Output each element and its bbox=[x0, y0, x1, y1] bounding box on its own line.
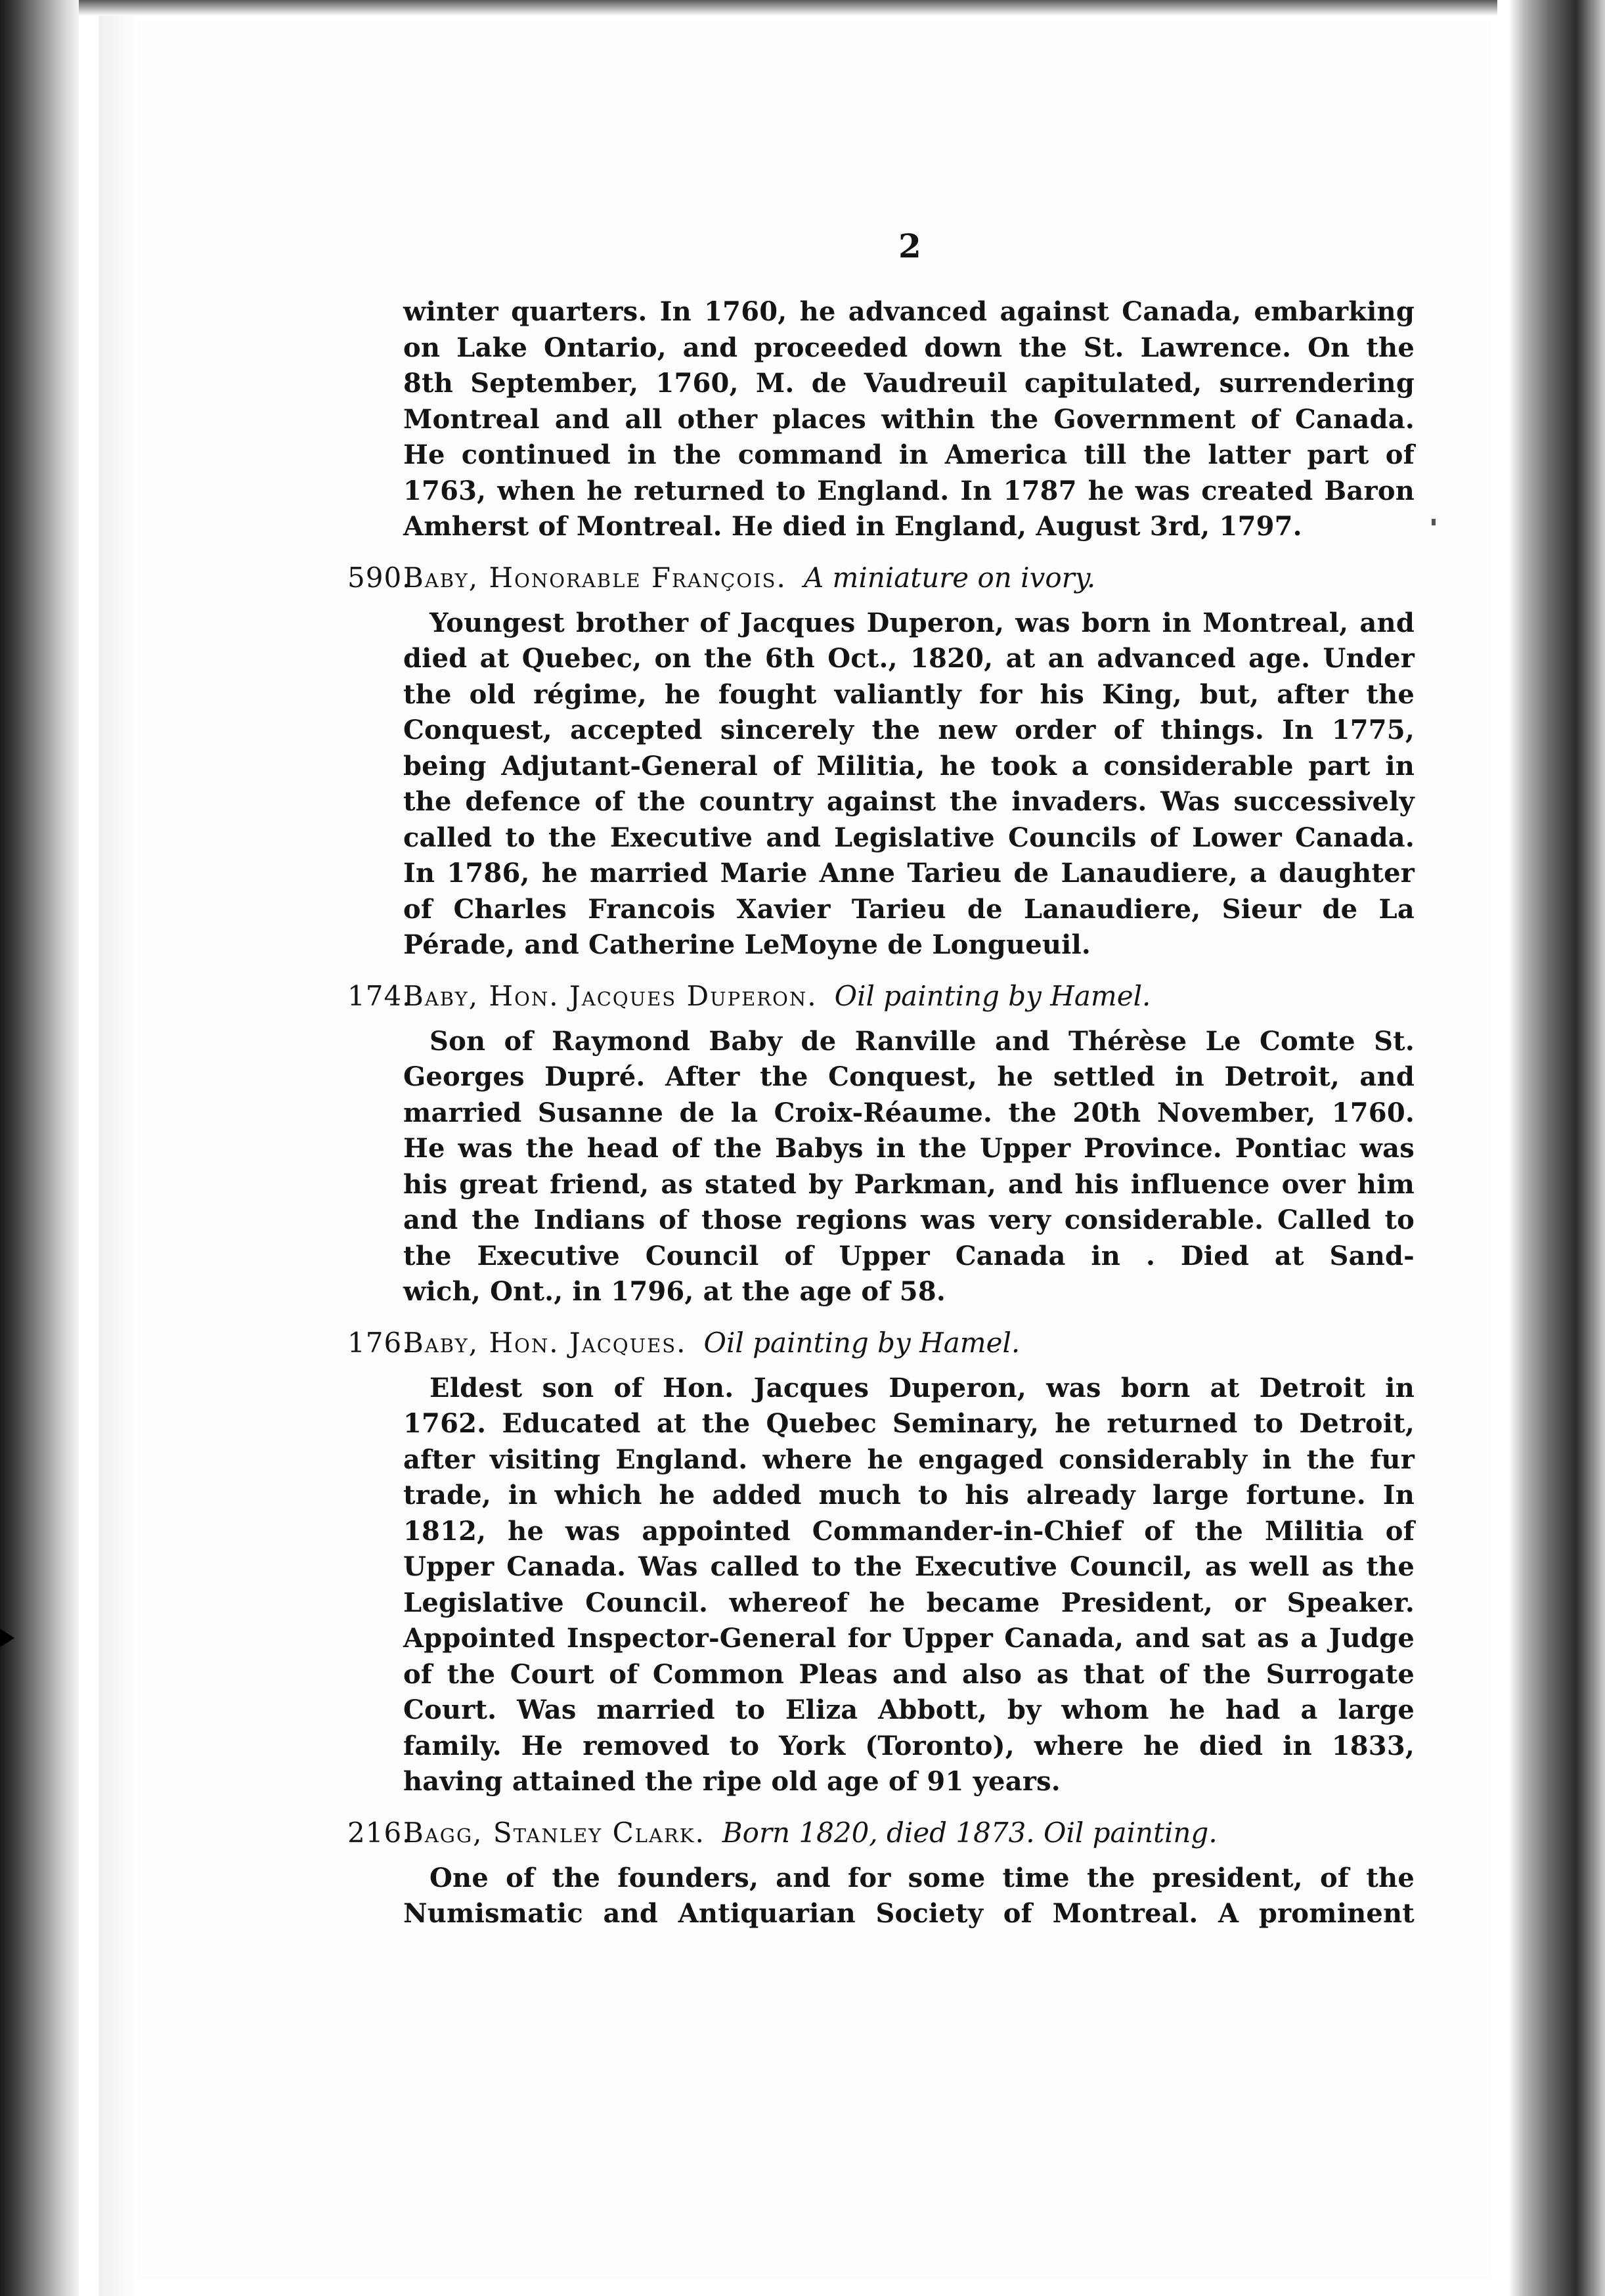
intro-paragraph bbox=[403, 294, 1415, 545]
text-line: of Charles Francois Xavier Tarieu de Lanaudiere, Sieur de La bbox=[403, 893, 1415, 925]
scan-top-edge bbox=[79, 0, 1497, 16]
text-line: Pérade, and Catherine LeMoyne de Longueuil. bbox=[403, 929, 1091, 960]
catalogue-entry bbox=[347, 558, 1415, 963]
text-line: married Susanne de la Croix-Réaume. the 20th November, 1760. bbox=[403, 1097, 1415, 1128]
text-line: Conquest, accepted sincerely the new order of things. In 1775, bbox=[403, 715, 1415, 745]
text-line: being Adjutant-General of Militia, he took a considerable part in bbox=[403, 750, 1415, 782]
text-line: having attained the ripe old age of 91 years. bbox=[403, 1766, 1061, 1797]
entry-number: 216. bbox=[347, 1816, 412, 1849]
text-line: One of the founders, and for some time the president, of the bbox=[429, 1862, 1415, 1893]
text-line: of the Court of Common Pleas and also as that of the Surrogate bbox=[403, 1658, 1415, 1690]
entry-heading bbox=[347, 1813, 1415, 1853]
entry-number: 590. bbox=[347, 561, 412, 594]
text-line: 8th September, 1760, M. de Vaudreuil capitulated, surrendering bbox=[403, 368, 1415, 399]
text-line: trade, in which he added much to his already large fortune. In bbox=[403, 1480, 1415, 1511]
entry-number: 174. bbox=[347, 979, 412, 1012]
entry-body bbox=[403, 1371, 1415, 1800]
text-line: family. He removed to York (Toronto), where he died in 1833, bbox=[403, 1730, 1415, 1761]
text-line: Georges Dupré. After the Conquest, he settled in Detroit, and bbox=[403, 1061, 1415, 1092]
text-line: the Executive Council of Upper Canada in . Died at Sand- bbox=[403, 1240, 1415, 1271]
entry-description: Oil painting by Hamel. bbox=[703, 1326, 1021, 1359]
text-line: and the Indians of those regions was very considerable. Called to bbox=[403, 1204, 1415, 1235]
text-line: Legislative Council. whereof he became President, or Speaker. bbox=[403, 1587, 1415, 1618]
entry-description: Born 1820, died 1873. Oil painting. bbox=[722, 1816, 1218, 1849]
text-line: Eldest son of Hon. Jacques Duperon, was born at Detroit in bbox=[429, 1372, 1415, 1403]
text-line: winter quarters. In 1760, he advanced against Canada, embarking bbox=[403, 296, 1415, 327]
text-line: 1763, when he returned to England. In 1787 he was created Baron bbox=[403, 475, 1415, 506]
text-line: He was the head of the Babys in the Upper Province. Pontiac was bbox=[403, 1133, 1415, 1164]
text-line: on Lake Ontario, and proceeded down the St. Lawrence. On the bbox=[403, 332, 1415, 363]
entry-heading bbox=[347, 977, 1415, 1016]
entry-body bbox=[403, 1024, 1415, 1310]
entry-body bbox=[403, 606, 1415, 963]
text-line: In 1786, he married Marie Anne Tarieu de Lanaudiere, a daughter bbox=[403, 858, 1415, 889]
margin-pointer-icon bbox=[0, 1629, 14, 1647]
text-line: after visiting England. where he engaged considerably in the fur bbox=[403, 1444, 1415, 1475]
text-line: Court. Was married to Eliza Abbott, by whom he had a large bbox=[403, 1694, 1415, 1725]
text-line: died at Quebec, on the 6th Oct., 1820, at an advanced age. Under bbox=[403, 643, 1415, 674]
text-line: Son of Raymond Baby de Ranville and Thérèse Le Comte St. bbox=[429, 1025, 1415, 1057]
page-number: 2 bbox=[898, 227, 921, 265]
catalogue-entry bbox=[347, 1323, 1415, 1800]
scan-right-edge bbox=[1510, 0, 1605, 2296]
entry-body bbox=[403, 1861, 1415, 1932]
text-line: He continued in the command in America till the latter part of bbox=[403, 439, 1415, 470]
text-line: 1812, he was appointed Commander-in-Chief of the Militia of bbox=[403, 1515, 1415, 1547]
text-line: Youngest brother of Jacques Duperon, was born in Montreal, and bbox=[429, 607, 1415, 638]
catalogue-entry bbox=[347, 977, 1415, 1310]
stray-mark bbox=[1432, 519, 1436, 525]
page-content bbox=[347, 294, 1415, 1932]
text-line: wich, Ont., in 1796, at the age of 58. bbox=[403, 1276, 946, 1307]
entry-name: Baby, Hon. Jacques Duperon. bbox=[403, 979, 818, 1012]
text-line: Upper Canada. Was called to the Executive Council, as well as the bbox=[403, 1551, 1415, 1582]
entry-name: Bagg, Stanley Clark. bbox=[403, 1816, 705, 1849]
text-line: Montreal and all other places within the Government of Canada. bbox=[403, 403, 1415, 435]
text-line: his great friend, as stated by Parkman, and his influence over him bbox=[403, 1168, 1415, 1200]
entry-description: A miniature on ivory. bbox=[803, 561, 1096, 594]
text-line: the defence of the country against the invaders. Was successively bbox=[403, 786, 1415, 817]
text-line: Amherst of Montreal. He died in England, August 3rd, 1797. bbox=[403, 511, 1302, 542]
entry-name: Baby, Honorable François. bbox=[403, 561, 787, 594]
entry-heading bbox=[347, 558, 1415, 598]
entry-heading bbox=[347, 1323, 1415, 1363]
entry-name: Baby, Hon. Jacques. bbox=[403, 1326, 687, 1359]
entry-number: 176. bbox=[347, 1326, 412, 1359]
text-line: 1762. Educated at the Quebec Seminary, he returned to Detroit, bbox=[403, 1408, 1415, 1439]
entry-description: Oil painting by Hamel. bbox=[834, 979, 1151, 1012]
text-line: called to the Executive and Legislative Councils of Lower Canada. bbox=[403, 822, 1415, 853]
text-line: Appointed Inspector-General for Upper Canada, and sat as a Judge bbox=[403, 1623, 1415, 1654]
text-line: the old régime, he fought valiantly for his King, but, after the bbox=[403, 678, 1415, 710]
catalogue-entry bbox=[347, 1813, 1415, 1932]
scan-binding-edge bbox=[0, 0, 79, 2296]
text-line: Numismatic and Antiquarian Society of Montreal. A prominent bbox=[403, 1898, 1415, 1929]
